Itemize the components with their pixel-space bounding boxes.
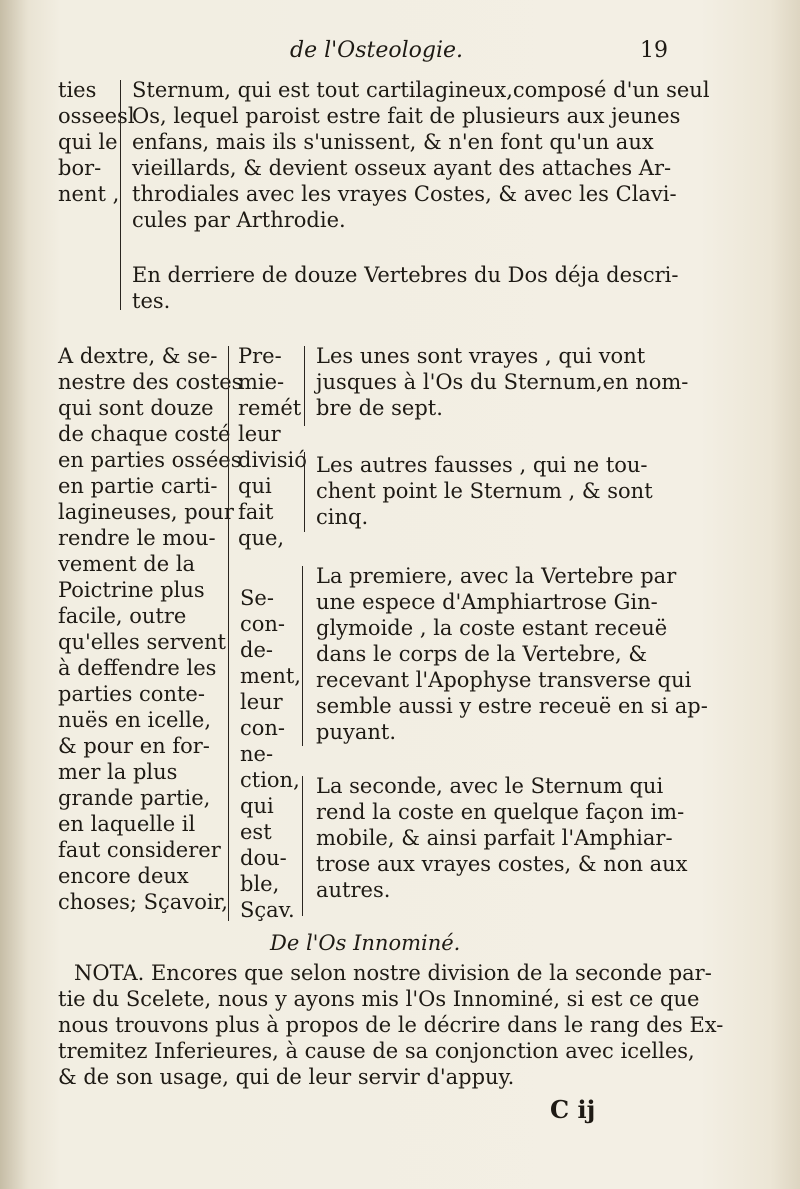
text-line: En derriere de douze Vertebres du Dos déja descri- [132,263,679,287]
text-line: glymoide , la coste estant receuë [316,616,668,640]
text-line: & de son usage, qui de leur servir d'appuy. [58,1065,515,1089]
text-line: jusques à l'Os du Sternum,en nom- [316,370,689,394]
branch-label: con- [240,612,286,636]
branch-label: Se- [240,586,274,610]
branch-label: divisió [238,448,307,472]
margin-line: A dextre, & se- [58,344,218,368]
text-line: tremitez Inferieures, à cause de sa conjonction avec icelles, [58,1039,695,1063]
text-line: mobile, & ainsi parfait l'Amphiar- [316,826,673,850]
text-line: cules par Arthrodie. [132,208,346,232]
margin-line: Poictrine plus [58,578,205,602]
brace-line [302,776,303,916]
margin-line: nestre des costes [58,370,243,394]
margin-line: parties conte- [58,682,205,706]
brace-line [120,80,121,310]
text-line: tie du Scelete, nous y ayons mis l'Os Innominé, si est ce que [58,987,700,1011]
margin-line: qu'elles servent [58,630,226,654]
signature-mark: C ij [550,1095,596,1124]
margin-line: choses; Sçavoir, [58,890,228,914]
text-line: trose aux vrayes costes, & non aux [316,852,688,876]
branch-label: ment, [240,664,301,688]
text-line: une espece d'Amphiartrose Gin- [316,590,658,614]
text-line: enfans, mais ils s'unissent, & n'en font qu'un aux [132,130,654,154]
branch-label: ble, [240,872,280,896]
branch-label: est [240,820,272,844]
margin-line: de chaque costé [58,422,231,446]
text-line: dans le corps de la Vertebre, & [316,642,648,666]
text-line: nous trouvons plus à propos de le décrire dans le rang des Ex- [58,1013,724,1037]
branch-label: ction, [240,768,300,792]
text-line: cinq. [316,505,369,529]
margin-line: facile, outre [58,604,187,628]
branch-label: fait [238,500,274,524]
text-line: Les unes sont vrayes , qui vont [316,344,646,368]
margin-line: à deffendre les [58,656,217,680]
margin-line: en parties ossées [58,448,242,472]
margin-line: nent , [58,182,120,206]
text-line: throdiales avec les vrayes Costes, & avec les Clavi- [132,182,677,206]
text-line: bre de sept. [316,396,443,420]
text-line: recevant l'Apophyse transverse qui [316,668,692,692]
text-line: NOTA. Encores que selon nostre division de la seconde par- [74,961,712,985]
section-subheading: De l'Os Innominé. [270,931,461,955]
branch-label: remét [238,396,302,420]
text-line: puyant. [316,720,396,744]
text-line: semble aussi y estre receuë en si ap- [316,694,708,718]
branch-label: leur [238,422,281,446]
margin-line: en laquelle il [58,812,196,836]
branch-label: de- [240,638,273,662]
text-line: La seconde, avec le Sternum qui [316,774,664,798]
margin-line: lagineuses, pour [58,500,234,524]
text-line: La premiere, avec la Vertebre par [316,564,677,588]
margin-line: vement de la [58,552,196,576]
margin-line: encore deux [58,864,189,888]
branch-label: que, [238,526,285,550]
text-line: rend la coste en quelque façon im- [316,800,685,824]
text-line: Os, lequel paroist estre fait de plusieurs aux jeunes [132,104,681,128]
brace-line [304,452,305,532]
brace-line [304,346,305,426]
branch-label: qui [240,794,274,818]
margin-line: mer la plus [58,760,178,784]
page-number: 19 [640,38,668,63]
brace-line [228,346,229,921]
margin-line: bor- [58,156,102,180]
branch-label: dou- [240,846,287,870]
text-line: Les autres fausses , qui ne tou- [316,453,648,477]
branch-label: Pre- [238,344,282,368]
branch-label: con- [240,716,286,740]
running-title: de l'Osteologie. [290,38,464,63]
margin-line: en partie carti- [58,474,218,498]
branch-label: mie- [238,370,285,394]
text-line: autres. [316,878,391,902]
margin-line: faut considerer [58,838,221,862]
margin-line: grande partie, [58,786,211,810]
text-line: chent point le Sternum , & sont [316,479,653,503]
margin-line: qui sont douze [58,396,214,420]
text-line: vieillards, & devient osseux ayant des attaches Ar- [132,156,672,180]
branch-label: Sçav. [240,898,295,922]
branch-label: qui [238,474,272,498]
margin-line: rendre le mou- [58,526,216,550]
margin-line: osseesl [58,104,135,128]
margin-line: & pour en for- [58,734,210,758]
text-line: tes. [132,289,171,313]
text-line: Sternum, qui est tout cartilagineux,composé d'un seul [132,78,710,102]
margin-line: qui le [58,130,118,154]
margin-line: nuës en icelle, [58,708,211,732]
branch-label: leur [240,690,283,714]
brace-line [302,566,303,746]
branch-label: ne- [240,742,274,766]
margin-line: ties [58,78,97,102]
